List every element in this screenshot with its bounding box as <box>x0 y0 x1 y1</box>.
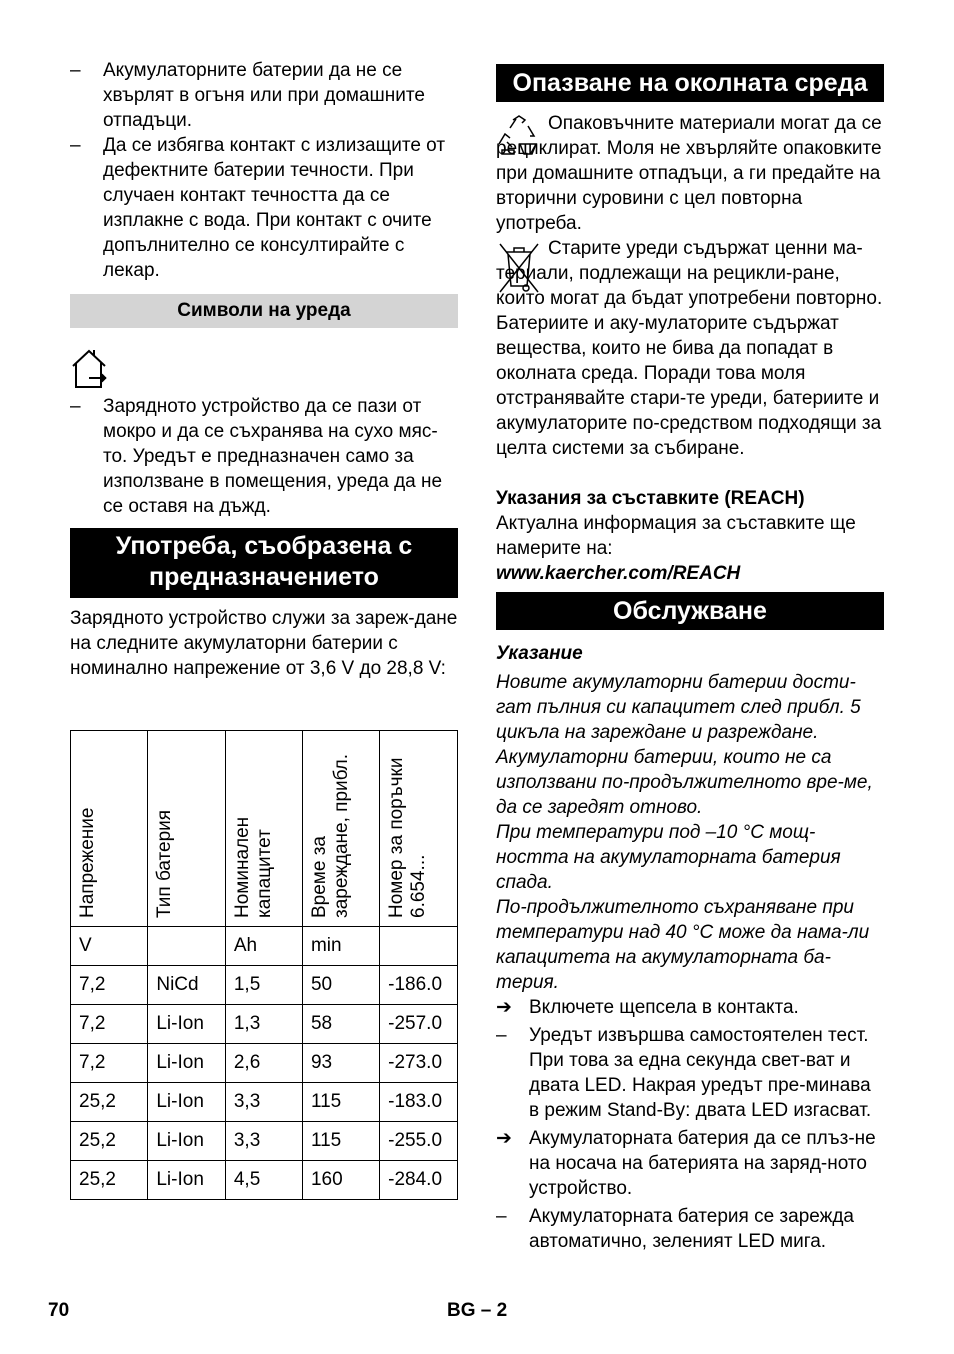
environment-text-old-devices: Старите уреди съдържат ценни ма-териали, подлежащи на рецикли-ране, които могат да бъдат употребени повторно. Батериите и аку-мулаторите съдържат вещества, които не бива да попадат в околната среда. Поради това моля отстранявайте стари-те уреди, батериите и акумулаторите по-средством подходящи за целта системи за събиране. <box>496 238 883 459</box>
column-header: Време за зареждане, прибл. <box>308 753 352 918</box>
table-cell: 1,3 <box>225 1005 302 1044</box>
table-row <box>71 1122 458 1161</box>
table-cell: 25,2 <box>71 1083 148 1122</box>
table-cell: 115 <box>302 1083 379 1122</box>
table-cell: V <box>71 927 148 966</box>
table-cell: -273.0 <box>380 1044 458 1083</box>
note-paragraph: При температури под –10 °C мощ-ността на акумулаторната батерия спада. <box>496 822 841 893</box>
table-cell: NiCd <box>148 966 226 1005</box>
column-header: Напрежение <box>77 807 98 918</box>
table-cell: 1,5 <box>225 966 302 1005</box>
environment-text-packaging: Опаковъчните материали могат да се рециклират. Моля не хвърляйте опаковките при домашните отпадъци, а ги предайте на вторични суровини с цел повторна употреба. <box>496 113 882 234</box>
section-marker: BG – 2 <box>447 1300 508 1321</box>
note-block <box>496 670 884 995</box>
table-cell: Li-Ion <box>148 1161 226 1200</box>
table-cell: 2,6 <box>225 1044 302 1083</box>
note-paragraph: Новите акумулаторни батерии дости-гат пълния си капацитет след прибл. 5 цикъла на зареждане и разреждане. <box>496 672 861 743</box>
list-item: – Акумулаторните батерии да не се хвърлят в огъня или при домашните отпадъци. <box>70 60 425 131</box>
list-item: – Да се избягва контакт с излизащите от дефектните батерии течности. При случаен контакт течността да се изплакне с вода. При контакт с очите допълнително се консултирайте с лекар. <box>70 135 446 281</box>
table-row <box>71 966 458 1005</box>
symbols-heading: Символи на уреда <box>70 294 458 328</box>
units-row <box>71 927 458 966</box>
table-cell: 50 <box>302 966 379 1005</box>
table-cell: -255.0 <box>380 1122 458 1161</box>
table-cell: -284.0 <box>380 1161 458 1200</box>
step-item: – Уредът извършва самостоятелен тест. При това за една секунда свет-ват и двата LED. Накрая уредът пре-минава в режим Stand-By: двата LED изгасват. <box>496 1025 872 1121</box>
table-cell: 25,2 <box>71 1122 148 1161</box>
column-header: Тип батерия <box>154 809 176 918</box>
usage-text: Зарядното устройство служи за зареж-дане на следните акумулаторни батерии с номинално напрежение от 3,6 V до 28,8 V: <box>70 608 458 679</box>
table-cell: 7,2 <box>71 966 148 1005</box>
battery-table <box>70 730 458 1200</box>
environment-heading: Опазване на околната среда <box>496 64 884 102</box>
list-item: – Зарядното устройство да се пази от мокро и да се съхранява на сухо мяс-то. Уредът е предназначен само за използване в помещения, уреда да не се оставя на дъжд. <box>70 396 443 517</box>
table-cell: Li-Ion <box>148 1122 226 1161</box>
table-header-row <box>71 731 458 927</box>
table-row <box>71 1083 458 1122</box>
step-item: ➔ Акумулаторната батерия да се плъз-не на носача на батерията на заряд-ното устройство. <box>496 1128 876 1199</box>
table-cell: 160 <box>302 1161 379 1200</box>
table-cell: Li-Ion <box>148 1005 226 1044</box>
table-cell: -183.0 <box>380 1083 458 1122</box>
page-number: 70 <box>48 1300 70 1321</box>
table-cell: 4,5 <box>225 1161 302 1200</box>
table-row <box>71 1005 458 1044</box>
arrow-icon: ➔ <box>496 1128 512 1149</box>
table-cell: 7,2 <box>71 1044 148 1083</box>
note-paragraph: Акумулаторни батерии, които не са използвани по-продължителното вре-ме, да се заредят отново. <box>496 747 873 818</box>
reach-url: www.kaercher.com/REACH <box>496 563 741 584</box>
steps-list <box>496 995 884 1254</box>
note-paragraph: По-продължителното съхраняване при температури над 40 °C може да нама-ли капацитета на акумулаторната ба-терия. <box>496 897 870 993</box>
step-item: – Акумулаторната батерия се зарежда автоматично, зеленият LED мига. <box>496 1206 854 1252</box>
table-cell: Li-Ion <box>148 1083 226 1122</box>
table-cell: min <box>302 927 379 966</box>
table-cell: 58 <box>302 1005 379 1044</box>
table-cell: 93 <box>302 1044 379 1083</box>
column-header: Номер за поръчки 6.654... <box>386 757 430 918</box>
service-heading: Обслужване <box>496 592 884 630</box>
reach-heading: Указания за съставките (REACH) <box>496 488 805 509</box>
column-header: Номинален капацитет <box>231 816 275 918</box>
table-cell: Li-Ion <box>148 1044 226 1083</box>
table-cell: 3,3 <box>225 1122 302 1161</box>
reach-text: Актуална информация за съставките ще намерите на: <box>496 513 856 559</box>
table-cell <box>380 927 458 966</box>
table-cell: -186.0 <box>380 966 458 1005</box>
arrow-icon: ➔ <box>496 997 512 1018</box>
table-cell: 3,3 <box>225 1083 302 1122</box>
table-row <box>71 1044 458 1083</box>
table-cell: -257.0 <box>380 1005 458 1044</box>
table-cell <box>148 927 226 966</box>
usage-heading: Употреба, съобразена с предназначението <box>70 528 458 598</box>
table-cell: Ah <box>225 927 302 966</box>
step-item: ➔ Включете щепсела в контакта. <box>496 997 799 1018</box>
indoor-use-icon <box>70 348 110 395</box>
table-row <box>71 1161 458 1200</box>
table-cell: 25,2 <box>71 1161 148 1200</box>
table-cell: 7,2 <box>71 1005 148 1044</box>
table-cell: 115 <box>302 1122 379 1161</box>
note-label: Указание <box>496 643 583 664</box>
